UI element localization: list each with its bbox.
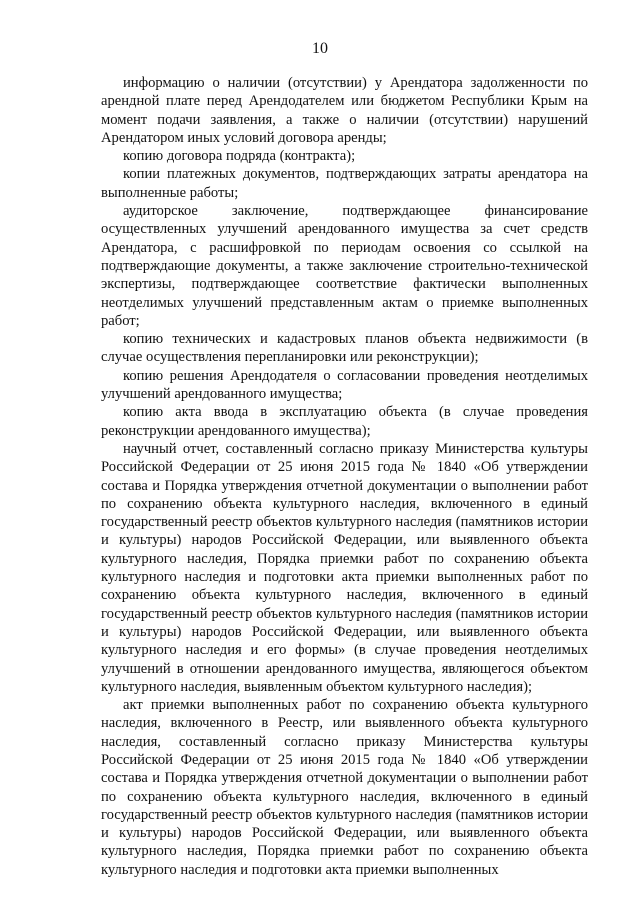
paragraph-debt-info: информацию о наличии (отсутствии) у Арендатора задолженности по арендной плате перед Арендодателем или бюджетом Республики Крым на момент подачи заявления, а также о наличии (отсутствии) нарушений Арендатором иных условий договора аренды; bbox=[101, 75, 588, 146]
paragraph-commissioning-act: копию акта ввода в эксплуатацию объекта (в случае проведения реконструкции арендованного имущества); bbox=[101, 404, 588, 439]
paragraph-acceptance-act: акт приемки выполненных работ по сохранению объекта культурного наследия, включенного в Реестр, или выявленного объекта культурного наследия, составленный согласно приказу Министерства культуры Российской Федерации от 25 июня 2015 года № 1840 «Об утверждении состава и Порядка утверждения отчетной документации о выполнении работ по сохранению объекта культурного наследия, включенного в единый государственный реестр объектов культурного наследия (памятников истории и культуры) народов Российской Федерации, или выявленного объекта культурного наследия, Порядка приемки работ по сохранению объекта культурного наследия и подготовки акта приемки выполненных bbox=[101, 697, 588, 878]
paragraph-audit-report: аудиторское заключение, подтверждающее финансирование осуществленных улучшений арендованного имущества за счет средств Арендатора, с расшифровкой по периодам освоения со ссылкой на подтверждающие документы, а также заключение строительно-технической экспертизы, подтверждающее соответствие фактически выполненных неотделимых улучшений представленным актам о приемке выполненных работ; bbox=[101, 203, 588, 329]
document-body bbox=[101, 74, 588, 879]
paragraph-contract-copy: копию договора подряда (контракта); bbox=[123, 148, 356, 165]
paragraph-payment-documents: копии платежных документов, подтверждающих затраты арендатора на выполненные работы; bbox=[101, 166, 588, 201]
paragraph-scientific-report: научный отчет, составленный согласно приказу Министерства культуры Российской Федерации от 25 июня 2015 года № 1840 «Об утверждении состава и Порядка утверждения отчетной документации о выполнении работ по сохранению объекта культурного наследия, включенного в единый государственный реестр объектов культурного наследия (памятников истории и культуры) народов Российской Федерации, или выявленного объекта культурного наследия, Порядка приемки работ по сохранению объекта культурного наследия и подготовки акта приемки выполненных работ по сохранению объекта культурного наследия, включенного в единый государственный реестр объектов культурного наследия (памятников истории и культуры) народов Российской Федерации, или выявленного объекта культурного наследия и его формы» (в случае проведения неотделимых улучшений в отношении арендованного имущества, являющегося объектом культурного наследия, выявленным объектом культурного наследия); bbox=[101, 440, 588, 695]
page-number: 10 bbox=[312, 40, 328, 57]
paragraph-landlord-decision: копию решения Арендодателя о согласовании проведения неотделимых улучшений арендованного имущества; bbox=[101, 367, 588, 403]
paragraph-technical-plans: копию технических и кадастровых планов объекта недвижимости (в случае осуществления перепланировки или реконструкции); bbox=[101, 331, 588, 366]
